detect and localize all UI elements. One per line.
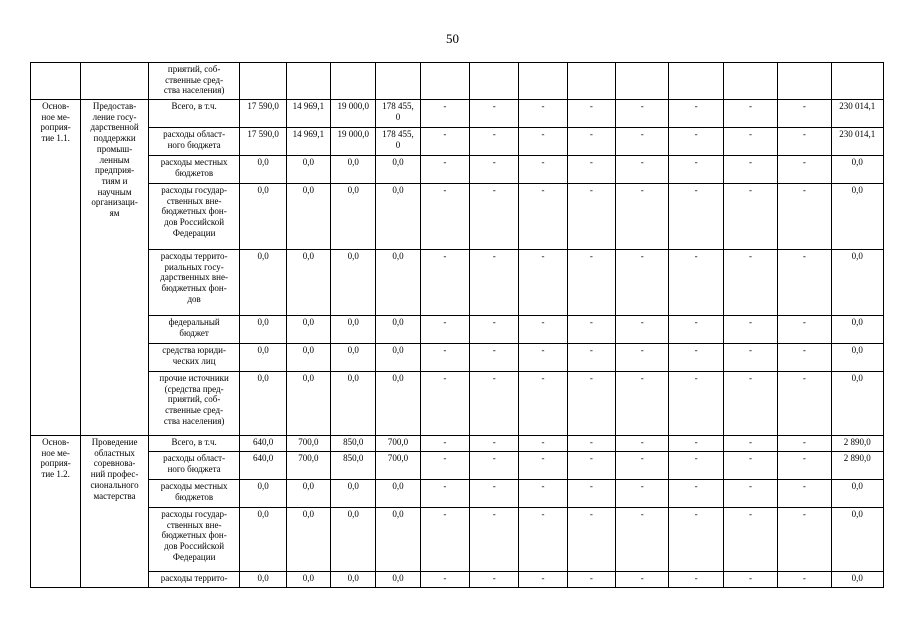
funding-source: расходы местных бюджетов	[148, 156, 240, 184]
measure-name-cell	[81, 63, 148, 100]
dash-cell: -	[567, 344, 615, 372]
dash-cell: -	[567, 452, 615, 480]
dash-cell	[420, 63, 469, 100]
value-cell: 0,0	[376, 316, 420, 344]
funding-source: Всего, в т.ч.	[148, 100, 240, 128]
value-cell: 0,0	[286, 372, 330, 436]
table-row	[31, 572, 884, 588]
funding-source: расходы област- ного бюджета	[148, 452, 240, 480]
value-cell: 700,0	[376, 436, 420, 452]
dash-cell: -	[669, 184, 723, 250]
value-cell: 0,0	[286, 480, 330, 508]
dash-cell: -	[669, 100, 723, 128]
value-cell: 0,0	[286, 316, 330, 344]
value-cell: 0,0	[376, 250, 420, 316]
table-row	[31, 372, 884, 436]
dash-cell: -	[519, 452, 567, 480]
value-cell: 0,0	[240, 572, 286, 588]
value-cell: 0,0	[331, 316, 376, 344]
dash-cell: -	[420, 100, 469, 128]
dash-cell: -	[420, 344, 469, 372]
funding-source: приятий, соб- ственные сред- ства населения)	[148, 63, 240, 100]
value-cell: 0,0	[331, 344, 376, 372]
dash-cell: -	[519, 250, 567, 316]
value-cell: 17 590,0	[240, 100, 286, 128]
dash-cell: -	[420, 436, 469, 452]
value-cell: 0,0	[331, 372, 376, 436]
funding-source: расходы государ- ственных вне- бюджетных фон- дов Российской Федерации	[148, 184, 240, 250]
dash-cell: -	[778, 100, 831, 128]
dash-cell: -	[470, 250, 519, 316]
table-body	[31, 63, 884, 588]
funding-source: средства юриди- ческих лиц	[148, 344, 240, 372]
total-cell: 0,0	[831, 156, 883, 184]
dash-cell: -	[723, 128, 777, 156]
total-cell: 230 014,1	[831, 128, 883, 156]
value-cell: 0,0	[376, 372, 420, 436]
dash-cell: -	[778, 572, 831, 588]
dash-cell	[616, 63, 669, 100]
value-cell: 19 000,0	[331, 100, 376, 128]
value-cell: 0,0	[286, 508, 330, 572]
dash-cell: -	[616, 184, 669, 250]
dash-cell: -	[470, 156, 519, 184]
total-cell: 0,0	[831, 572, 883, 588]
value-cell: 0,0	[331, 184, 376, 250]
dash-cell: -	[519, 156, 567, 184]
dash-cell: -	[778, 250, 831, 316]
dash-cell: -	[470, 508, 519, 572]
dash-cell: -	[723, 100, 777, 128]
value-cell: 14 969,1	[286, 100, 330, 128]
dash-cell: -	[519, 372, 567, 436]
funding-source: расходы местных бюджетов	[148, 480, 240, 508]
dash-cell: -	[470, 100, 519, 128]
dash-cell: -	[616, 100, 669, 128]
dash-cell: -	[669, 572, 723, 588]
dash-cell: -	[420, 184, 469, 250]
value-cell: 0,0	[286, 250, 330, 316]
dash-cell: -	[723, 480, 777, 508]
dash-cell: -	[669, 344, 723, 372]
value-cell: 700,0	[286, 436, 330, 452]
dash-cell: -	[669, 508, 723, 572]
value-cell: 0,0	[376, 480, 420, 508]
measure-name: Проведение областных соревнова- ний профес- сионального мастерства	[81, 436, 148, 588]
dash-cell: -	[519, 344, 567, 372]
measure-code: Основ- ное ме- роприя- тие 1.1.	[31, 100, 81, 436]
value-cell: 0,0	[331, 572, 376, 588]
total-cell: 2 890,0	[831, 452, 883, 480]
dash-cell: -	[616, 452, 669, 480]
table-row	[31, 316, 884, 344]
value-cell: 17 590,0	[240, 128, 286, 156]
dash-cell	[470, 63, 519, 100]
table-row	[31, 156, 884, 184]
total-cell: 0,0	[831, 372, 883, 436]
value-cell: 0,0	[240, 156, 286, 184]
value-cell	[331, 63, 376, 100]
dash-cell: -	[567, 372, 615, 436]
dash-cell: -	[470, 436, 519, 452]
dash-cell: -	[723, 344, 777, 372]
table-row	[31, 480, 884, 508]
dash-cell: -	[616, 572, 669, 588]
dash-cell: -	[567, 156, 615, 184]
dash-cell	[567, 63, 615, 100]
dash-cell: -	[723, 372, 777, 436]
dash-cell: -	[420, 452, 469, 480]
value-cell: 0,0	[376, 344, 420, 372]
dash-cell: -	[723, 508, 777, 572]
dash-cell: -	[519, 100, 567, 128]
dash-cell: -	[470, 452, 519, 480]
dash-cell: -	[470, 344, 519, 372]
funding-source: прочие источники (средства пред- приятий, соб- ственные сред- ства населения)	[148, 372, 240, 436]
dash-cell: -	[778, 184, 831, 250]
dash-cell: -	[778, 436, 831, 452]
value-cell: 178 455, 0	[376, 128, 420, 156]
table-row	[31, 508, 884, 572]
dash-cell: -	[669, 452, 723, 480]
dash-cell: -	[778, 344, 831, 372]
dash-cell: -	[519, 508, 567, 572]
measure-name: Предостав- ление госу- дарственной поддержки промыш- ленным предприя- тиям и научным организаци- ям	[81, 100, 148, 436]
value-cell: 0,0	[240, 508, 286, 572]
dash-cell: -	[567, 508, 615, 572]
dash-cell: -	[778, 508, 831, 572]
dash-cell: -	[567, 316, 615, 344]
value-cell: 0,0	[376, 572, 420, 588]
dash-cell: -	[420, 372, 469, 436]
dash-cell	[723, 63, 777, 100]
dash-cell: -	[669, 372, 723, 436]
dash-cell: -	[420, 250, 469, 316]
value-cell: 178 455, 0	[376, 100, 420, 128]
table-row	[31, 184, 884, 250]
dash-cell: -	[567, 480, 615, 508]
dash-cell: -	[616, 344, 669, 372]
funding-source: расходы террито-	[148, 572, 240, 588]
dash-cell: -	[420, 508, 469, 572]
measure-code-cell	[31, 63, 81, 100]
value-cell: 0,0	[376, 156, 420, 184]
dash-cell: -	[778, 372, 831, 436]
value-cell: 0,0	[286, 344, 330, 372]
value-cell: 0,0	[376, 184, 420, 250]
funding-source: расходы област- ного бюджета	[148, 128, 240, 156]
dash-cell: -	[567, 100, 615, 128]
dash-cell: -	[616, 250, 669, 316]
value-cell: 0,0	[331, 156, 376, 184]
dash-cell: -	[778, 316, 831, 344]
value-cell: 0,0	[240, 250, 286, 316]
dash-cell: -	[567, 572, 615, 588]
table-row	[31, 128, 884, 156]
value-cell: 850,0	[331, 452, 376, 480]
dash-cell: -	[519, 572, 567, 588]
page-number: 50	[446, 31, 459, 46]
dash-cell: -	[669, 156, 723, 184]
dash-cell: -	[519, 436, 567, 452]
total-cell	[831, 63, 883, 100]
value-cell: 0,0	[376, 508, 420, 572]
total-cell: 2 890,0	[831, 436, 883, 452]
value-cell: 0,0	[331, 250, 376, 316]
dash-cell: -	[470, 372, 519, 436]
dash-cell: -	[470, 316, 519, 344]
dash-cell: -	[470, 184, 519, 250]
value-cell: 0,0	[240, 344, 286, 372]
dash-cell: -	[616, 436, 669, 452]
dash-cell: -	[669, 436, 723, 452]
value-cell: 0,0	[331, 508, 376, 572]
dash-cell: -	[723, 156, 777, 184]
dash-cell: -	[723, 436, 777, 452]
value-cell: 0,0	[286, 156, 330, 184]
value-cell: 700,0	[286, 452, 330, 480]
value-cell: 14 969,1	[286, 128, 330, 156]
dash-cell: -	[519, 316, 567, 344]
dash-cell: -	[616, 480, 669, 508]
total-cell: 0,0	[831, 480, 883, 508]
dash-cell: -	[420, 316, 469, 344]
total-cell: 0,0	[831, 344, 883, 372]
dash-cell: -	[669, 316, 723, 344]
budget-table	[30, 62, 884, 588]
total-cell: 0,0	[831, 184, 883, 250]
dash-cell: -	[567, 128, 615, 156]
table-row	[31, 436, 884, 452]
funding-source: Всего, в т.ч.	[148, 436, 240, 452]
dash-cell: -	[616, 128, 669, 156]
value-cell	[286, 63, 330, 100]
value-cell: 0,0	[240, 316, 286, 344]
value-cell: 0,0	[240, 372, 286, 436]
dash-cell: -	[723, 316, 777, 344]
dash-cell: -	[778, 480, 831, 508]
total-cell: 0,0	[831, 508, 883, 572]
dash-cell: -	[723, 572, 777, 588]
dash-cell: -	[723, 184, 777, 250]
value-cell: 0,0	[286, 572, 330, 588]
total-cell: 0,0	[831, 316, 883, 344]
dash-cell: -	[778, 452, 831, 480]
dash-cell: -	[669, 480, 723, 508]
dash-cell: -	[616, 508, 669, 572]
table-row	[31, 100, 884, 128]
dash-cell: -	[519, 128, 567, 156]
value-cell: 700,0	[376, 452, 420, 480]
total-cell: 230 014,1	[831, 100, 883, 128]
dash-cell: -	[420, 572, 469, 588]
value-cell: 640,0	[240, 436, 286, 452]
value-cell: 0,0	[240, 480, 286, 508]
value-cell: 0,0	[286, 184, 330, 250]
dash-cell: -	[567, 436, 615, 452]
dash-cell: -	[616, 372, 669, 436]
dash-cell: -	[778, 128, 831, 156]
dash-cell: -	[567, 184, 615, 250]
value-cell: 0,0	[240, 184, 286, 250]
dash-cell: -	[519, 480, 567, 508]
dash-cell: -	[669, 250, 723, 316]
measure-code: Основ- ное ме- роприя- тие 1.2.	[31, 436, 81, 588]
dash-cell: -	[470, 572, 519, 588]
value-cell: 850,0	[331, 436, 376, 452]
dash-cell: -	[567, 250, 615, 316]
dash-cell	[519, 63, 567, 100]
dash-cell: -	[723, 250, 777, 316]
value-cell: 0,0	[331, 480, 376, 508]
dash-cell: -	[669, 128, 723, 156]
dash-cell: -	[470, 480, 519, 508]
table-row	[31, 344, 884, 372]
dash-cell: -	[420, 156, 469, 184]
dash-cell: -	[616, 316, 669, 344]
value-cell: 19 000,0	[331, 128, 376, 156]
table-row	[31, 452, 884, 480]
table-row	[31, 250, 884, 316]
total-cell: 0,0	[831, 250, 883, 316]
dash-cell: -	[616, 156, 669, 184]
dash-cell: -	[723, 452, 777, 480]
value-cell	[376, 63, 420, 100]
dash-cell: -	[420, 128, 469, 156]
funding-source: расходы государ- ственных вне- бюджетных фон- дов Российской Федерации	[148, 508, 240, 572]
dash-cell	[778, 63, 831, 100]
table-row	[31, 63, 884, 100]
value-cell: 640,0	[240, 452, 286, 480]
dash-cell	[669, 63, 723, 100]
value-cell	[240, 63, 286, 100]
dash-cell: -	[778, 156, 831, 184]
funding-source: федеральный бюджет	[148, 316, 240, 344]
funding-source: расходы террито- риальных госу- дарственных вне- бюджетных фон- дов	[148, 250, 240, 316]
dash-cell: -	[420, 480, 469, 508]
dash-cell: -	[470, 128, 519, 156]
dash-cell: -	[519, 184, 567, 250]
